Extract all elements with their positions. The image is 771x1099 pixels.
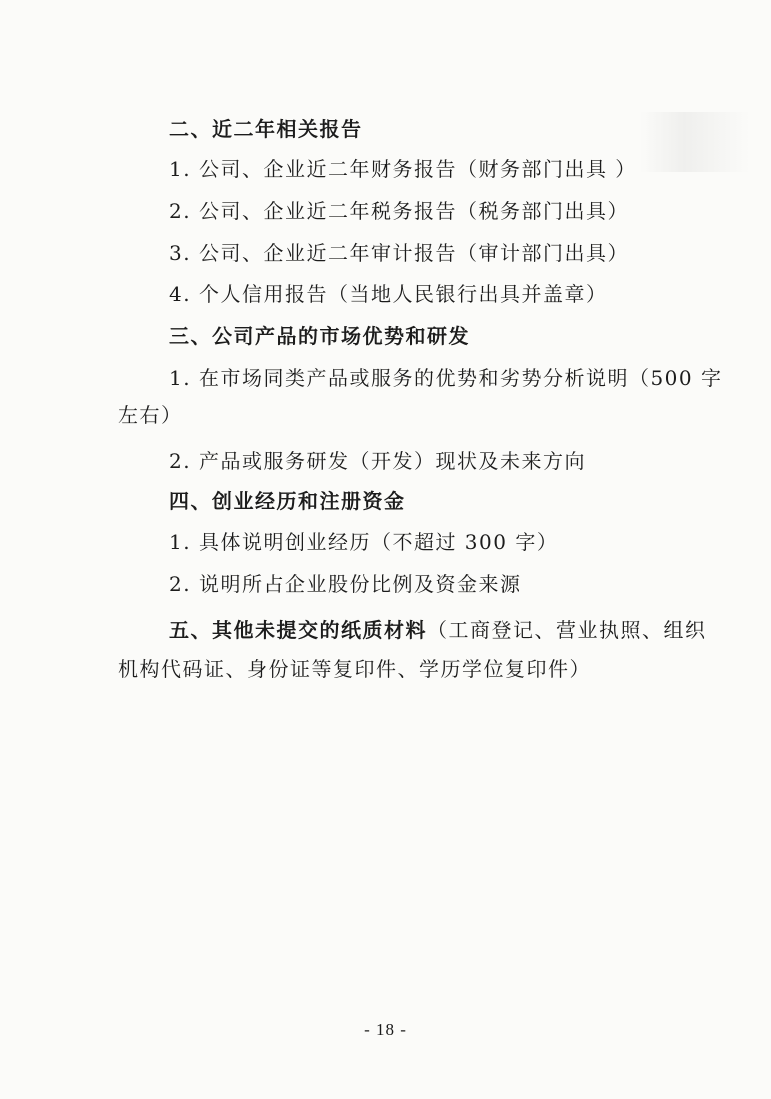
scan-bleed-through [640,112,750,172]
list-item-continuation: 左右） [118,403,183,427]
section-heading-other-materials: 五、其他未提交的纸质材料 [169,618,427,642]
list-item: 2. 公司、企业近二年税务报告（税务部门出具） [169,199,629,223]
list-item: 1. 公司、企业近二年财务报告（财务部门出具 ） [169,157,637,181]
list-item: 1. 具体说明创业经历（不超过 300 字） [169,530,559,554]
section-heading-market-advantage: 三、公司产品的市场优势和研发 [169,324,470,348]
section-five-continuation: 机构代码证、身份证等复印件、学历学位复印件） [118,657,591,681]
list-item: 2. 产品或服务研发（开发）现状及未来方向 [169,449,586,473]
list-item: 2. 说明所占企业股份比例及资金来源 [169,572,522,596]
section-heading-recent-reports: 二、近二年相关报告 [169,117,363,141]
list-item: 3. 公司、企业近二年审计报告（审计部门出具） [169,241,629,265]
list-item: 1. 在市场同类产品或服务的优势和劣势分析说明（500 字 [169,366,723,390]
section-five-line [169,617,707,643]
section-heading-entrepreneurship: 四、创业经历和注册资金 [169,489,406,513]
list-item: 4. 个人信用报告（当地人民银行出具并盖章） [169,282,608,306]
page-number: - 18 - [364,1020,407,1039]
section-five-text: （工商登记、营业执照、组织 [427,618,707,642]
